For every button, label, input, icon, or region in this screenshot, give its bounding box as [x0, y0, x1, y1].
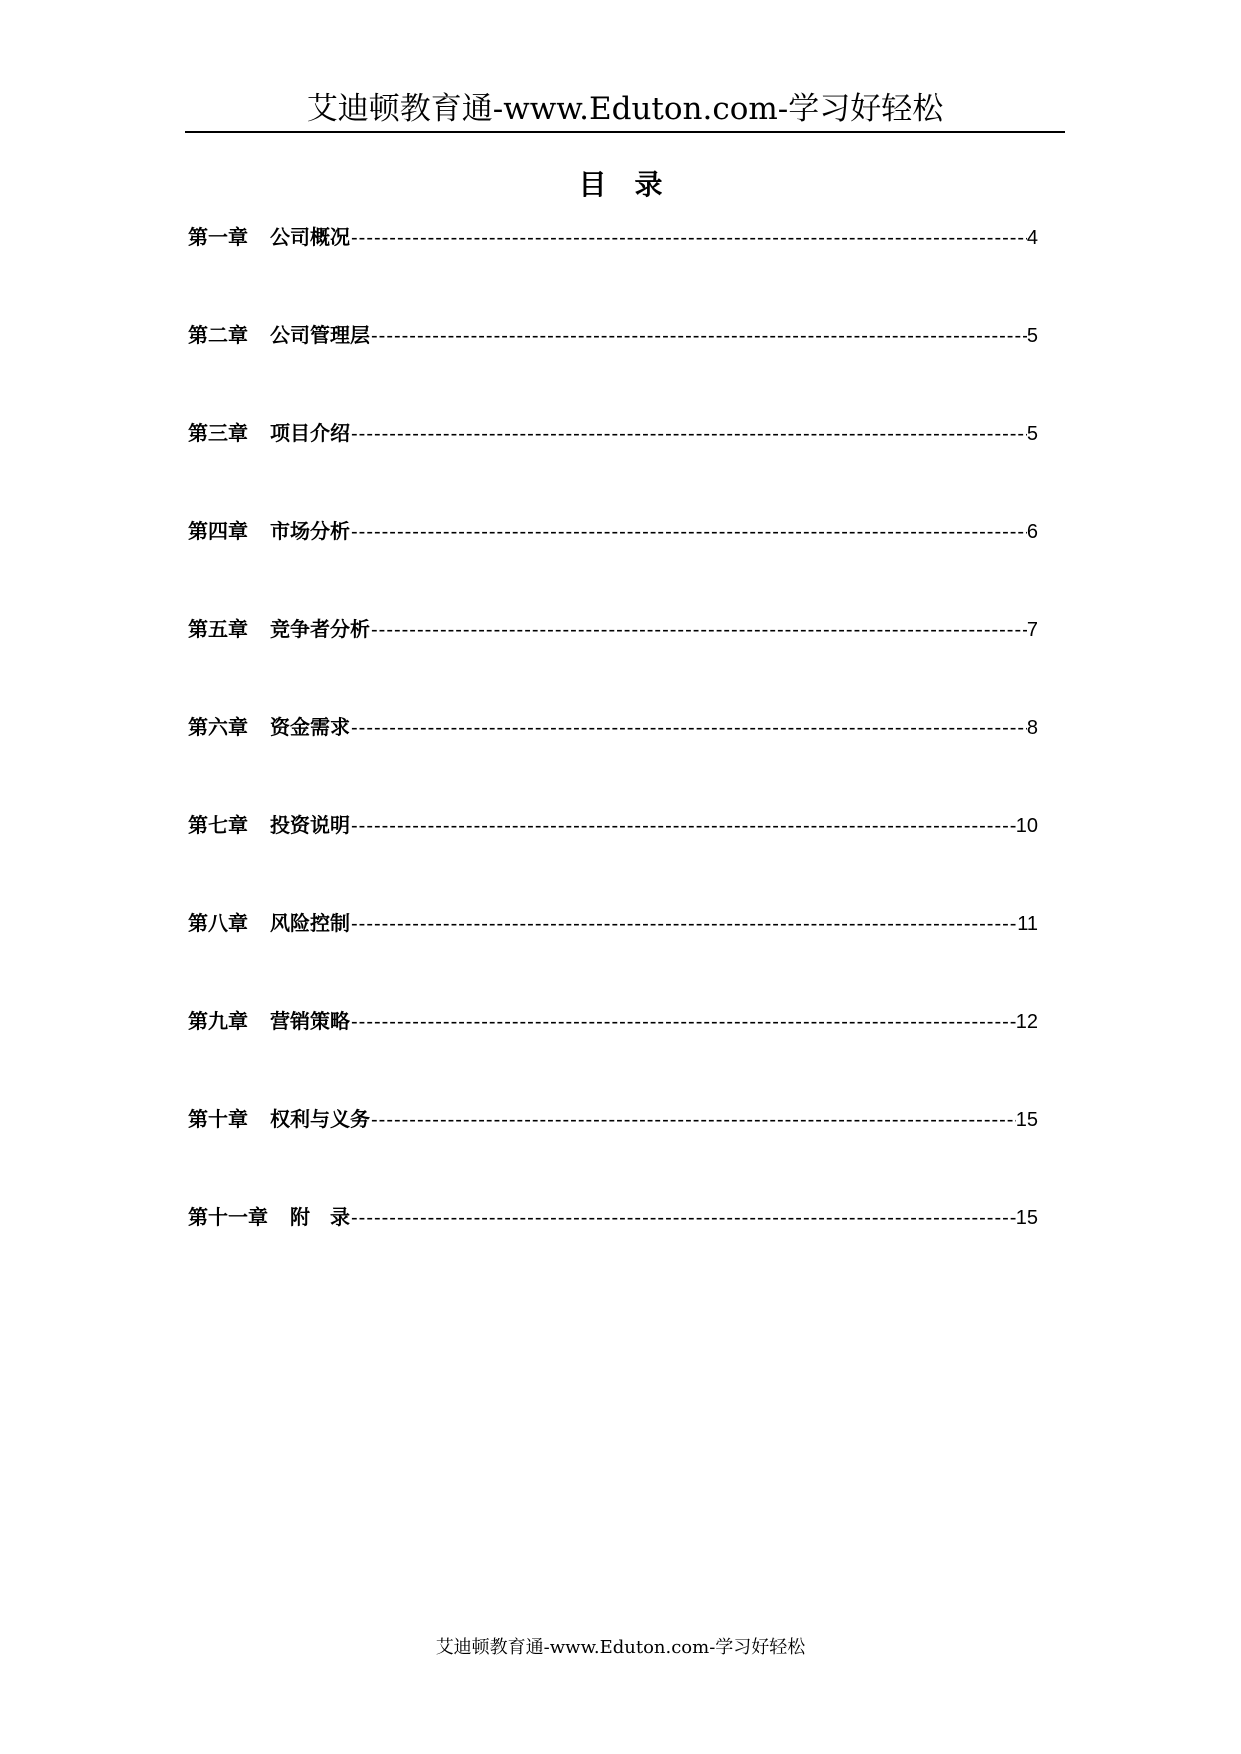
header-divider: [185, 131, 1065, 133]
toc-chapter-name: 资金需求: [270, 715, 350, 739]
toc-entry-6: [188, 712, 1038, 810]
toc-entry-7: [188, 810, 1038, 908]
toc-entry-9: [188, 1006, 1038, 1104]
toc-dot-leader: [350, 713, 1027, 743]
page-header: 艾迪顿教育通-www.Eduton.com-学习好轻松: [306, 91, 944, 127]
toc-page-number: 7: [1026, 619, 1038, 641]
toc-entry-8: [188, 908, 1038, 1006]
toc-chapter-name: 风险控制: [270, 911, 350, 935]
toc-chapter-label: 第一章: [188, 225, 248, 249]
toc-page-number: 10: [1015, 815, 1038, 837]
toc-page-number: 11: [1017, 913, 1038, 935]
toc-entry-2: [188, 320, 1038, 418]
table-of-contents: [188, 222, 1038, 1300]
toc-page-number: 5: [1026, 325, 1038, 347]
toc-dot-leader: [350, 223, 1027, 253]
toc-dot-leader: [350, 1007, 1016, 1037]
toc-dot-leader: [350, 517, 1027, 547]
toc-chapter-name: 竞争者分析: [270, 617, 370, 641]
toc-chapter-label: 第八章: [188, 911, 248, 935]
toc-chapter-label: 第十一章: [188, 1205, 268, 1229]
toc-chapter-name: 公司管理层: [270, 323, 370, 347]
toc-dot-leader: [350, 811, 1016, 841]
toc-entry-3: [188, 418, 1038, 516]
toc-chapter-label: 第四章: [188, 519, 248, 543]
toc-dot-leader: [350, 909, 1017, 939]
toc-chapter-name: 公司概况: [270, 225, 350, 249]
toc-chapter-label: 第五章: [188, 617, 248, 641]
toc-dot-leader: [370, 615, 1027, 645]
toc-chapter-label: 第七章: [188, 813, 248, 837]
toc-entry-11: [188, 1202, 1038, 1300]
toc-title: 目 录: [578, 168, 663, 201]
toc-dot-leader: [350, 1203, 1016, 1233]
toc-chapter-label: 第九章: [188, 1009, 248, 1033]
toc-entry-5: [188, 614, 1038, 712]
toc-page-number: 15: [1015, 1109, 1038, 1131]
toc-dot-leader: [370, 321, 1027, 351]
toc-dot-leader: [370, 1105, 1016, 1135]
toc-chapter-name: 营销策略: [270, 1009, 350, 1033]
toc-page-number: 8: [1026, 717, 1038, 739]
toc-page-number: 15: [1015, 1207, 1038, 1229]
toc-chapter-label: 第十章: [188, 1107, 248, 1131]
toc-page-number: 12: [1015, 1011, 1038, 1033]
toc-chapter-name: 权利与义务: [270, 1107, 370, 1131]
toc-dot-leader: [350, 419, 1027, 449]
toc-chapter-label: 第二章: [188, 323, 248, 347]
toc-page-number: 5: [1026, 423, 1038, 445]
toc-chapter-name: 附 录: [290, 1205, 350, 1229]
toc-page-number: 6: [1026, 521, 1038, 543]
toc-chapter-name: 项目介绍: [270, 421, 350, 445]
toc-chapter-name: 市场分析: [270, 519, 350, 543]
toc-entry-4: [188, 516, 1038, 614]
toc-entry-1: [188, 222, 1038, 320]
toc-chapter-name: 投资说明: [270, 813, 350, 837]
toc-chapter-label: 第六章: [188, 715, 248, 739]
toc-page-number: 4: [1026, 227, 1038, 249]
toc-chapter-label: 第三章: [188, 421, 248, 445]
page-footer: 艾迪顿教育通-www.Eduton.com-学习好轻松: [435, 1637, 806, 1658]
toc-entry-10: [188, 1104, 1038, 1202]
